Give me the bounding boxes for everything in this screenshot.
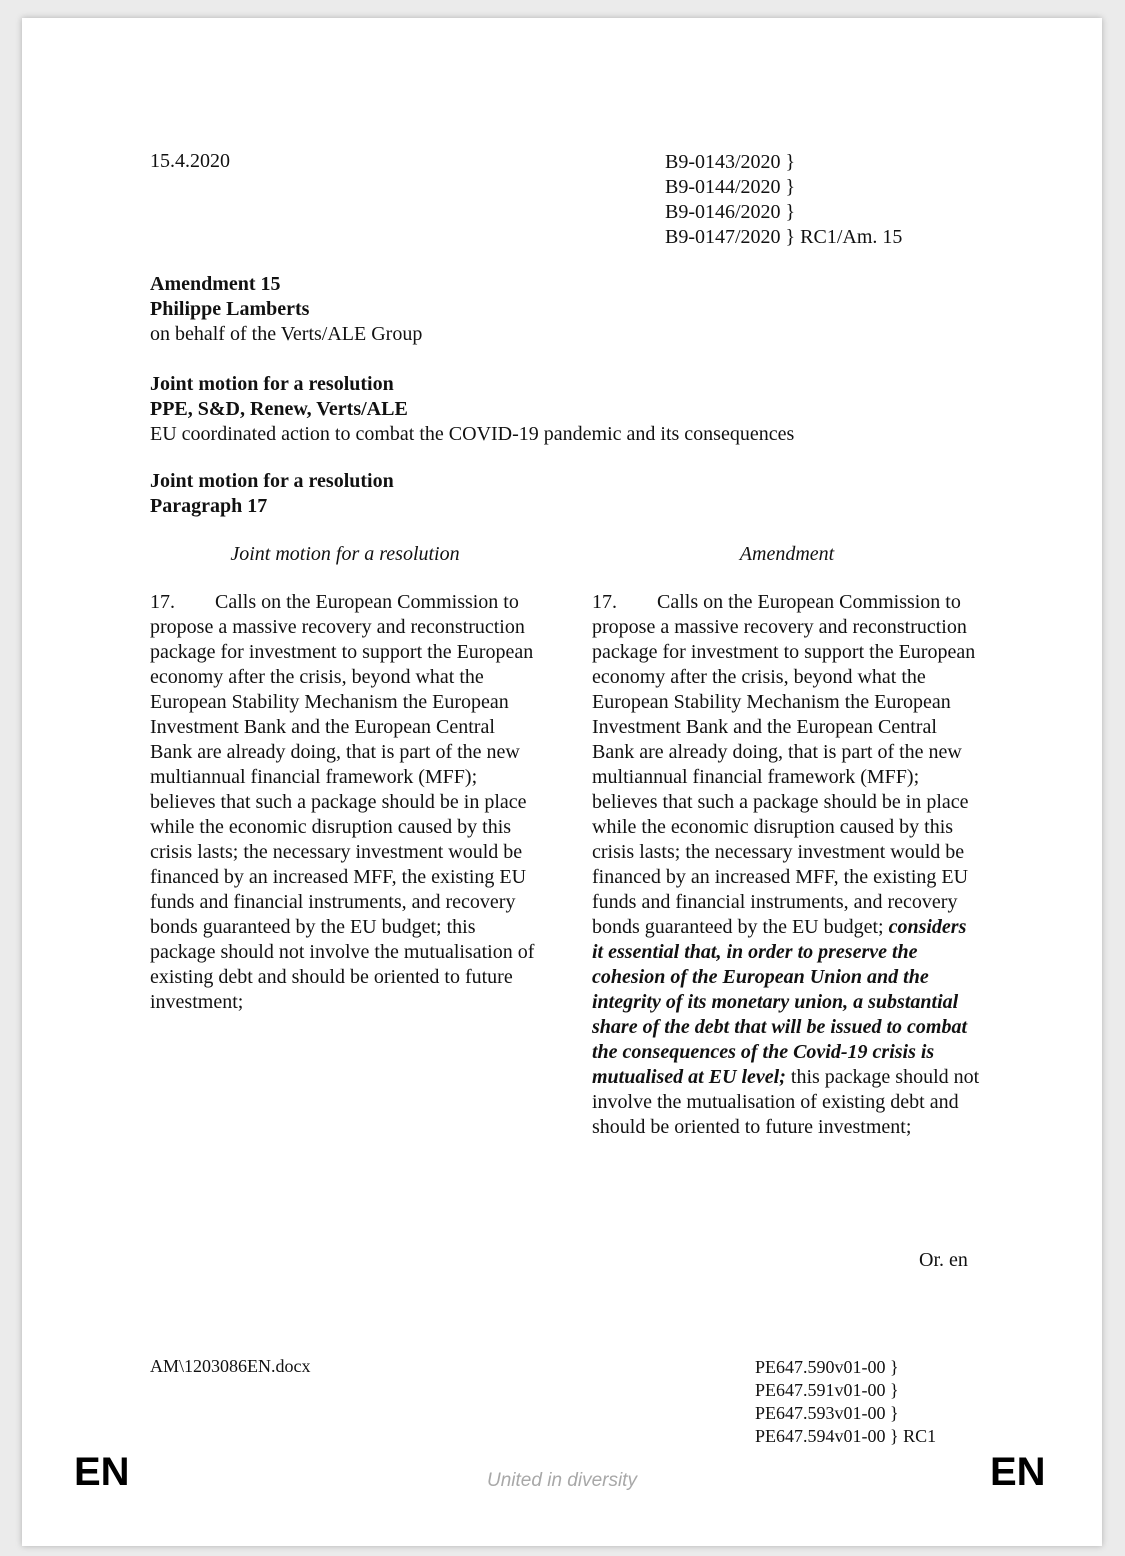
right-column-heading: Amendment: [739, 543, 835, 565]
paragraph-block: [150, 469, 394, 519]
reference-line: B9-0147/2020 } RC1/Am. 15: [665, 226, 903, 248]
pe-reference-line: PE647.590v01-00 }: [755, 1357, 899, 1377]
motion-title: Joint motion for a resolution: [150, 373, 394, 395]
reference-line: B9-0143/2020 }: [665, 151, 796, 173]
pe-references: [755, 1356, 936, 1448]
amendment-title: Amendment 15: [150, 273, 281, 295]
amendment-author: Philippe Lamberts: [150, 298, 310, 320]
motion-block: [150, 372, 794, 447]
motion-groups: PPE, S&D, Renew, Verts/ALE: [150, 398, 408, 420]
amendment-text-unchanged-end: this package should not involve the mutualisation of existing debt and should be oriented to future investment;: [592, 1066, 980, 1138]
amendment-behalf: on behalf of the Verts/ALE Group: [150, 323, 423, 345]
motto: United in diversity: [487, 1470, 637, 1491]
amendment-text-column: [592, 590, 982, 1140]
original-text: Calls on the European Commission to propose a massive recovery and reconstruction package for investment to support the European economy after the crisis, beyond what the European Stability Mechanism the European Investment Bank and the European Central Bank are already doing, that is part of the new multiannual financial framework (MFF); believes that such a package should be in place while the economic disruption caused by this crisis lasts; the necessary investment would be financed by an increased MFF, the existing EU funds and financial instruments, and recovery bonds guaranteed by the EU budget; this package should not involve the mutualisation of existing debt and should be oriented to future investment;: [150, 591, 535, 1013]
paragraph-reference: Paragraph 17: [150, 495, 268, 517]
paragraph-number: 17.: [592, 591, 617, 613]
language-code-right: EN: [990, 1450, 1046, 1494]
paragraph-motion-title: Joint motion for a resolution: [150, 470, 394, 492]
document-page: [22, 18, 1102, 1546]
left-column-heading: Joint motion for a resolution: [230, 543, 460, 565]
pe-reference-line: PE647.593v01-00 }: [755, 1403, 899, 1423]
amendment-text-added: considers it essential that, in order to preserve the cohesion of the European Union and the integrity of its monetary union, a substantial share of the debt that will be issued to combat the consequences of the Covid-19 crisis is mutualised at EU level;: [592, 916, 968, 1088]
motion-subject: EU coordinated action to combat the COVID-19 pandemic and its consequences: [150, 423, 795, 445]
document-references: [665, 150, 902, 250]
document-filename: AM\1203086EN.docx: [150, 1356, 311, 1376]
language-code-left: EN: [74, 1450, 130, 1494]
original-text-column: [150, 590, 540, 1015]
pe-reference-line: PE647.594v01-00 } RC1: [755, 1426, 937, 1446]
original-language: Or. en: [919, 1249, 968, 1271]
reference-line: B9-0144/2020 }: [665, 176, 796, 198]
document-date: 15.4.2020: [150, 150, 230, 172]
amendment-block: [150, 272, 422, 347]
pe-reference-line: PE647.591v01-00 }: [755, 1380, 899, 1400]
amendment-text-unchanged: Calls on the European Commission to propose a massive recovery and reconstruction package for investment to support the European economy after the crisis, beyond what the European Stability Mechanism the European Investment Bank and the European Central Bank are already doing, that is part of the new multiannual financial framework (MFF); believes that such a package should be in place while the economic disruption caused by this crisis lasts; the necessary investment would be financed by an increased MFF, the existing EU funds and financial instruments, and recovery bonds guaranteed by the EU budget;: [592, 591, 976, 938]
reference-line: B9-0146/2020 }: [665, 201, 796, 223]
paragraph-number: 17.: [150, 591, 175, 613]
